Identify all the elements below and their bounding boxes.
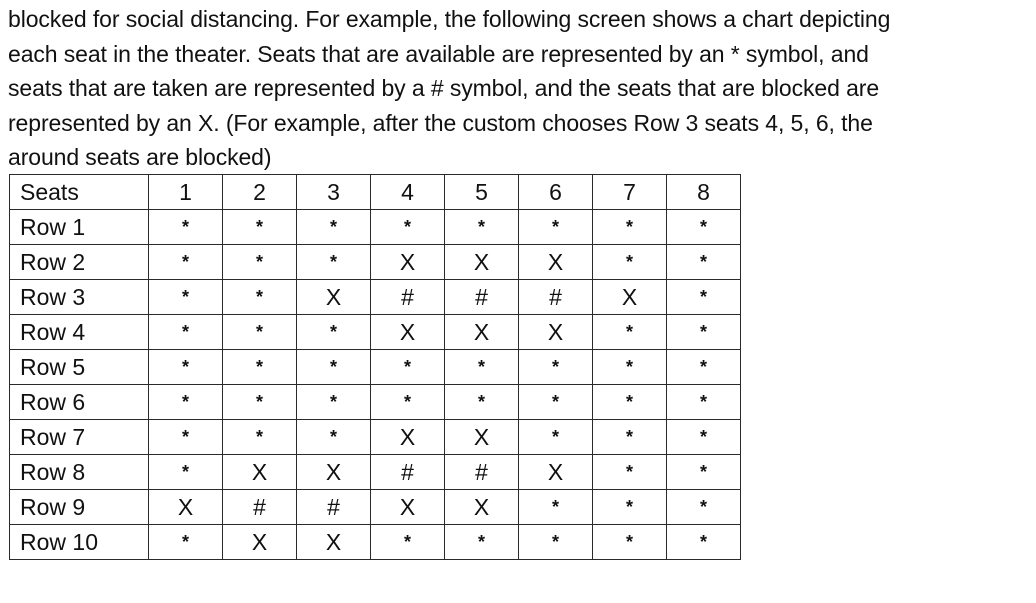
seat-cell: * [593, 525, 667, 560]
seat-cell: * [667, 210, 741, 245]
seat-cell: X [371, 490, 445, 525]
seat-cell: * [667, 350, 741, 385]
seat-cell: # [519, 280, 593, 315]
seat-cell: * [223, 210, 297, 245]
paragraph-line: blocked for social distancing. For example, the following screen shows a chart depicting [8, 6, 891, 32]
seat-cell: X [223, 455, 297, 490]
seat-cell: * [223, 280, 297, 315]
header-seats-label: Seats [10, 175, 149, 210]
seat-cell: * [667, 490, 741, 525]
seat-cell: * [149, 385, 223, 420]
seat-cell: * [223, 315, 297, 350]
table-row [10, 385, 741, 420]
seat-cell: # [445, 455, 519, 490]
seating-chart-body [10, 175, 741, 560]
seating-chart-table [9, 174, 741, 560]
seat-cell: * [445, 385, 519, 420]
row-label: Row 5 [10, 350, 149, 385]
seat-cell: X [519, 455, 593, 490]
seat-cell: * [445, 525, 519, 560]
header-seat-number: 7 [593, 175, 667, 210]
seat-cell: * [667, 525, 741, 560]
table-row [10, 490, 741, 525]
row-label: Row 8 [10, 455, 149, 490]
seat-cell: * [223, 420, 297, 455]
table-row [10, 350, 741, 385]
seat-cell: * [519, 490, 593, 525]
seat-cell: * [149, 455, 223, 490]
seat-cell: X [593, 280, 667, 315]
seat-cell: * [223, 385, 297, 420]
table-row [10, 210, 741, 245]
row-label: Row 6 [10, 385, 149, 420]
seat-cell: X [519, 245, 593, 280]
seat-cell: * [667, 245, 741, 280]
seat-cell: * [371, 350, 445, 385]
paragraph-line: represented by an X. (For example, after the custom chooses Row 3 seats 4, 5, 6, the [8, 109, 873, 136]
seat-cell: * [371, 385, 445, 420]
seat-cell: # [445, 280, 519, 315]
seat-cell: * [593, 490, 667, 525]
seat-cell: * [223, 350, 297, 385]
seat-cell: * [371, 525, 445, 560]
seat-cell: * [667, 315, 741, 350]
header-seat-number: 6 [519, 175, 593, 210]
header-seat-number: 1 [149, 175, 223, 210]
seat-cell: * [371, 210, 445, 245]
row-label: Row 7 [10, 420, 149, 455]
seat-cell: * [667, 455, 741, 490]
table-row [10, 280, 741, 315]
paragraph-line: each seat in the theater. Seats that are available are represented by an * symbol, and [8, 40, 869, 67]
seat-cell: * [149, 525, 223, 560]
seat-cell: X [371, 245, 445, 280]
seat-cell: * [519, 385, 593, 420]
paragraph-line: seats that are taken are represented by a # symbol, and the seats that are blocked are [8, 75, 880, 101]
header-seat-number: 3 [297, 175, 371, 210]
seat-cell: * [149, 210, 223, 245]
seat-cell: * [667, 385, 741, 420]
seat-cell: * [223, 245, 297, 280]
seat-cell: * [593, 385, 667, 420]
table-row [10, 525, 741, 560]
seat-cell: * [297, 350, 371, 385]
seat-cell: # [371, 280, 445, 315]
seat-cell: * [297, 245, 371, 280]
seat-cell: * [149, 420, 223, 455]
seat-cell: * [149, 315, 223, 350]
table-header-row [10, 175, 741, 210]
header-seat-number: 2 [223, 175, 297, 210]
seat-cell: * [445, 210, 519, 245]
seat-cell: * [667, 420, 741, 455]
instructions-paragraph [8, 2, 1032, 175]
seat-cell: # [371, 455, 445, 490]
seat-cell: * [593, 350, 667, 385]
seat-cell: # [297, 490, 371, 525]
seat-cell: * [297, 385, 371, 420]
row-label: Row 10 [10, 525, 149, 560]
seat-cell: * [667, 280, 741, 315]
header-seat-number: 5 [445, 175, 519, 210]
seat-cell: X [445, 315, 519, 350]
seat-cell: X [519, 315, 593, 350]
seat-cell: X [297, 525, 371, 560]
seat-cell: X [445, 245, 519, 280]
table-row [10, 315, 741, 350]
row-label: Row 3 [10, 280, 149, 315]
seat-cell: * [297, 210, 371, 245]
seat-cell: * [149, 280, 223, 315]
seat-cell: * [519, 350, 593, 385]
row-label: Row 2 [10, 245, 149, 280]
seat-cell: X [445, 490, 519, 525]
seat-cell: X [149, 490, 223, 525]
seat-cell: * [297, 420, 371, 455]
seat-cell: * [519, 210, 593, 245]
row-label: Row 4 [10, 315, 149, 350]
seat-cell: * [519, 525, 593, 560]
seat-cell: * [593, 245, 667, 280]
header-seat-number: 8 [667, 175, 741, 210]
seat-cell: X [371, 420, 445, 455]
table-row [10, 455, 741, 490]
seat-cell: X [445, 420, 519, 455]
seat-cell: * [593, 455, 667, 490]
seat-cell: X [297, 455, 371, 490]
table-row [10, 245, 741, 280]
row-label: Row 9 [10, 490, 149, 525]
table-row [10, 420, 741, 455]
seat-cell: X [223, 525, 297, 560]
row-label: Row 1 [10, 210, 149, 245]
seat-cell: * [149, 245, 223, 280]
seat-cell: X [371, 315, 445, 350]
seat-cell: # [223, 490, 297, 525]
seat-cell: X [297, 280, 371, 315]
seat-cell: * [445, 350, 519, 385]
seat-cell: * [593, 315, 667, 350]
paragraph-line: around seats are blocked) [8, 144, 272, 170]
seat-cell: * [593, 420, 667, 455]
seat-cell: * [297, 315, 371, 350]
seat-cell: * [519, 420, 593, 455]
seat-cell: * [149, 350, 223, 385]
seat-cell: * [593, 210, 667, 245]
header-seat-number: 4 [371, 175, 445, 210]
